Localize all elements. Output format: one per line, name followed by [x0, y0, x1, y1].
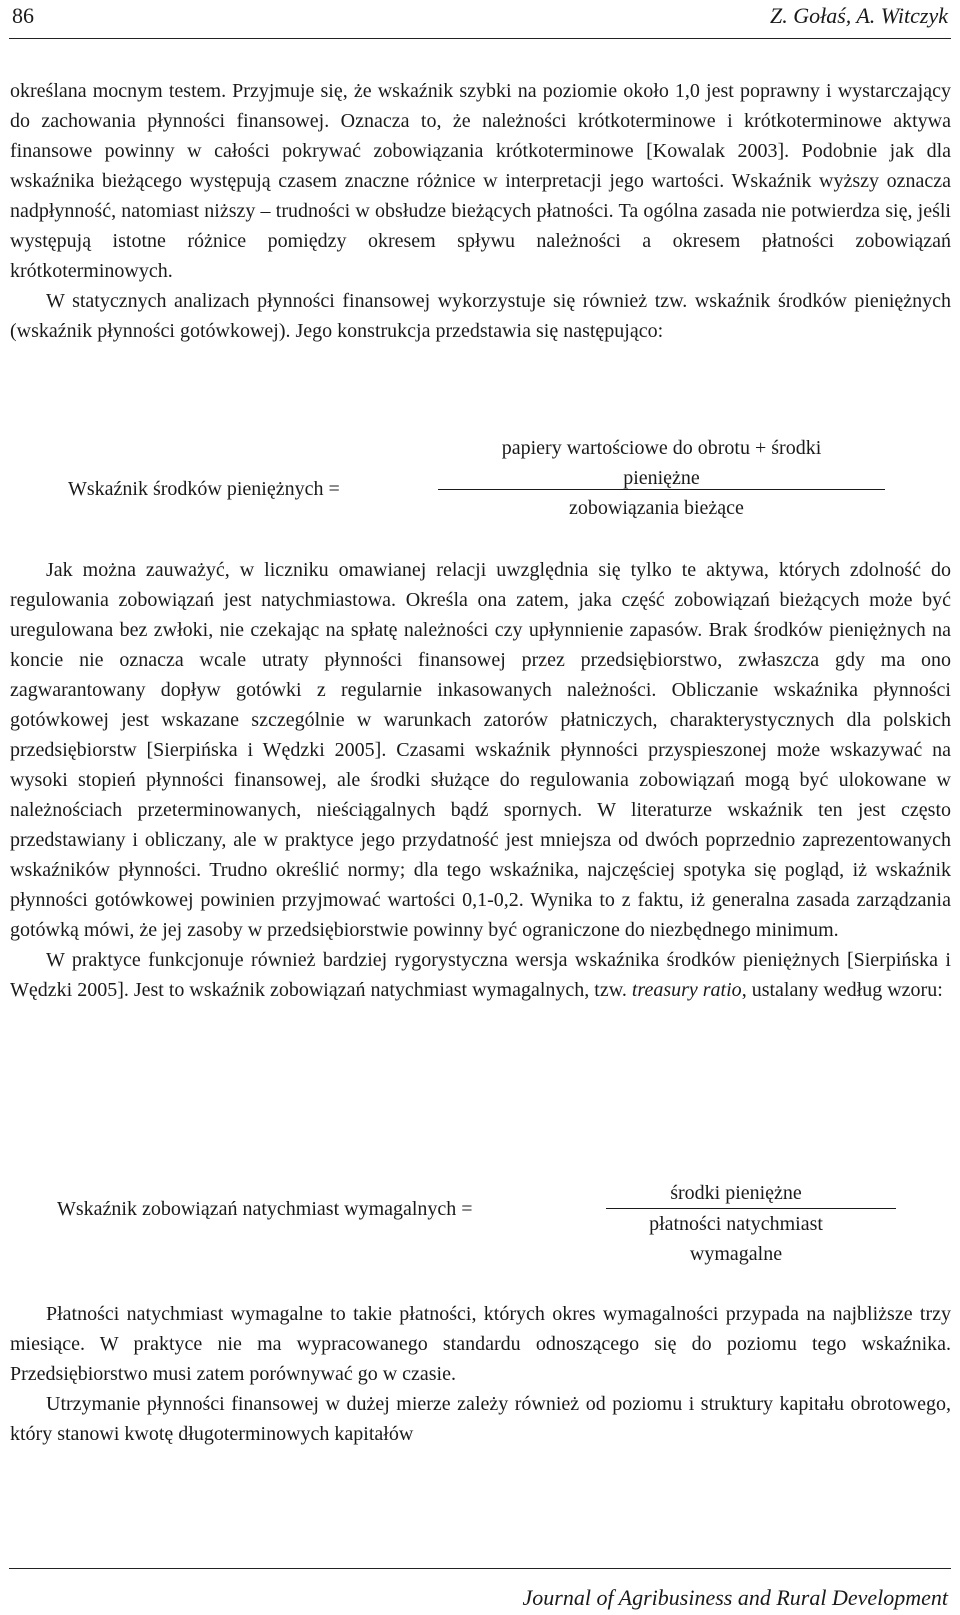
formula-denominator-line: wymagalne: [689, 1243, 783, 1265]
formula-numerator-line: pieniężne: [623, 467, 700, 489]
formula-lhs: Wskaźnik zobowiązań natychmiast wymagalnych =: [57, 1198, 473, 1220]
running-authors: Z. Gołaś, A. Witczyk: [769, 3, 948, 28]
formula-numerator: środki pieniężne: [670, 1182, 802, 1204]
term-treasury-ratio: treasury ratio: [631, 979, 742, 1001]
formula-numerator-line: papiery wartościowe do obrotu + środki: [501, 437, 822, 459]
paragraph-part: , ustalany według wzoru:: [741, 979, 943, 1001]
formula-cash-ratio: [0, 433, 960, 528]
formula-lhs: Wskaźnik środków pieniężnych =: [68, 478, 340, 500]
formula-denominator: [576, 1209, 896, 1269]
paragraph: Jak można zauważyć, w liczniku omawianej relacji uwzględnia się tylko te aktywa, których zdolność do regulowania zobowiązań jest natychmiastowa. Określa ona zatem, jaka część zobowiązań bieżących może być uregulowana bez zwłoki, nie czekając na spłatę należności czy upłynnienie zapasów. Brak środków pieniężnych na koncie nie oznacza wcale utraty płynności finansowej przez przedsiębiorstwo, zwłaszcza gdy ma ono zagwarantowany dopływ gotówki z regularnie inkasowanych należności. Obliczanie wskaźnika płynności gotówkowej jest wskazane szczególnie w warunkach zatorów płatniczych, charakterystycznych dla polskich przedsiębiorstw [Sierpińska i Wędzki 2005]. Czasami wskaźnik płynności przyspieszonej może wskazywać na wysoki stopień płynności finansowej, ale środki służące do regulowania zobowiązań mogą być ulokowane w należnościach przeterminowanych, nieściągalnych bądź spornych. W literaturze wskaźnik ten jest często przedstawiany i obliczany, ale w praktyce jego przydatność jest mniejsza od dwóch poprzednio zaprezentowanych wskaźników płynności. Trudno określić normy; dla tego wskaźnika, najczęściej spotyka się pogląd, iż wskaźnik płynności gotówkowej powinien przyjmować wartości 0,1-0,2. Wynika to z faktu, iż generalna zasada zarządzania gotówką mówi, że jej zasoby w przedsiębiorstwie powinny być ograniczone do niezbędnego minimum.: [10, 559, 951, 941]
running-header: [9, 0, 951, 39]
text-block-bottom: [10, 1299, 951, 1449]
formula-denominator-line: płatności natychmiast: [649, 1213, 823, 1235]
paragraph: Utrzymanie płynności finansowej w dużej mierze zależy również od poziomu i struktury kapitału obrotowego, który stanowi kwotę długoterminowych kapitałów: [10, 1393, 951, 1445]
text-block-middle: [10, 555, 951, 1005]
formula-fraction: [438, 433, 885, 523]
paragraph: określana mocnym testem. Przyjmuje się, że wskaźnik szybki na poziomie około 1,0 jest poprawny i wystarczający do zachowania płynności finansowej. Oznacza to, że należności krótkoterminowe i krótkoterminowe aktywa finansowe powinny w całości pokrywać zobowiązania krótkoterminowe [Kowalak 2003]. Podobnie jak dla wskaźnika bieżącego występują czasem znaczne różnice w interpretacji jego wartości. Wskaźnik wyższy oznacza nadpłynność, natomiast niższy – trudności w obsłudze bieżących płatności. Ta ogólna zasada nie potwierdza się, jeśli występują istotne różnice pomiędzy okresem spływu należności a okresem płatności zobowiązań krótkoterminowych.: [10, 80, 951, 282]
paragraph: Płatności natychmiast wymagalne to takie płatności, których okres wymagalności przypada na najbliższe trzy miesiące. W praktyce nie ma wypracowanego standardu odnoszącego się do poziomu tego wskaźnika. Przedsiębiorstwo musi zatem porównywać go w czasie.: [10, 1303, 951, 1385]
formula-denominator: zobowiązania bieżące: [569, 497, 744, 519]
journal-title: Journal of Agribusiness and Rural Development: [522, 1585, 948, 1610]
formula-treasury-ratio: [0, 1178, 960, 1273]
page-number: 86: [12, 3, 34, 28]
paragraph-part: W praktyce funkcjonuje również bardziej rygorystyczna wersja wskaźnika środków pieniężnych [Sierpińska i Wędzki 2005]. Jest to wskaźnik zobowiązań natychmiast wymagalnych, tzw.: [10, 949, 951, 1001]
formula-fraction: [606, 1178, 896, 1269]
paragraph: W statycznych analizach płynności finansowej wykorzystuje się również tzw. wskaźnik środków pieniężnych (wskaźnik płynności gotówkowej). Jego konstrukcja przedstawia się następująco:: [10, 290, 951, 342]
text-block-top: [10, 76, 951, 346]
paragraph-treasury: [10, 945, 951, 1005]
running-footer: [9, 1568, 951, 1615]
formula-numerator: [438, 433, 885, 493]
